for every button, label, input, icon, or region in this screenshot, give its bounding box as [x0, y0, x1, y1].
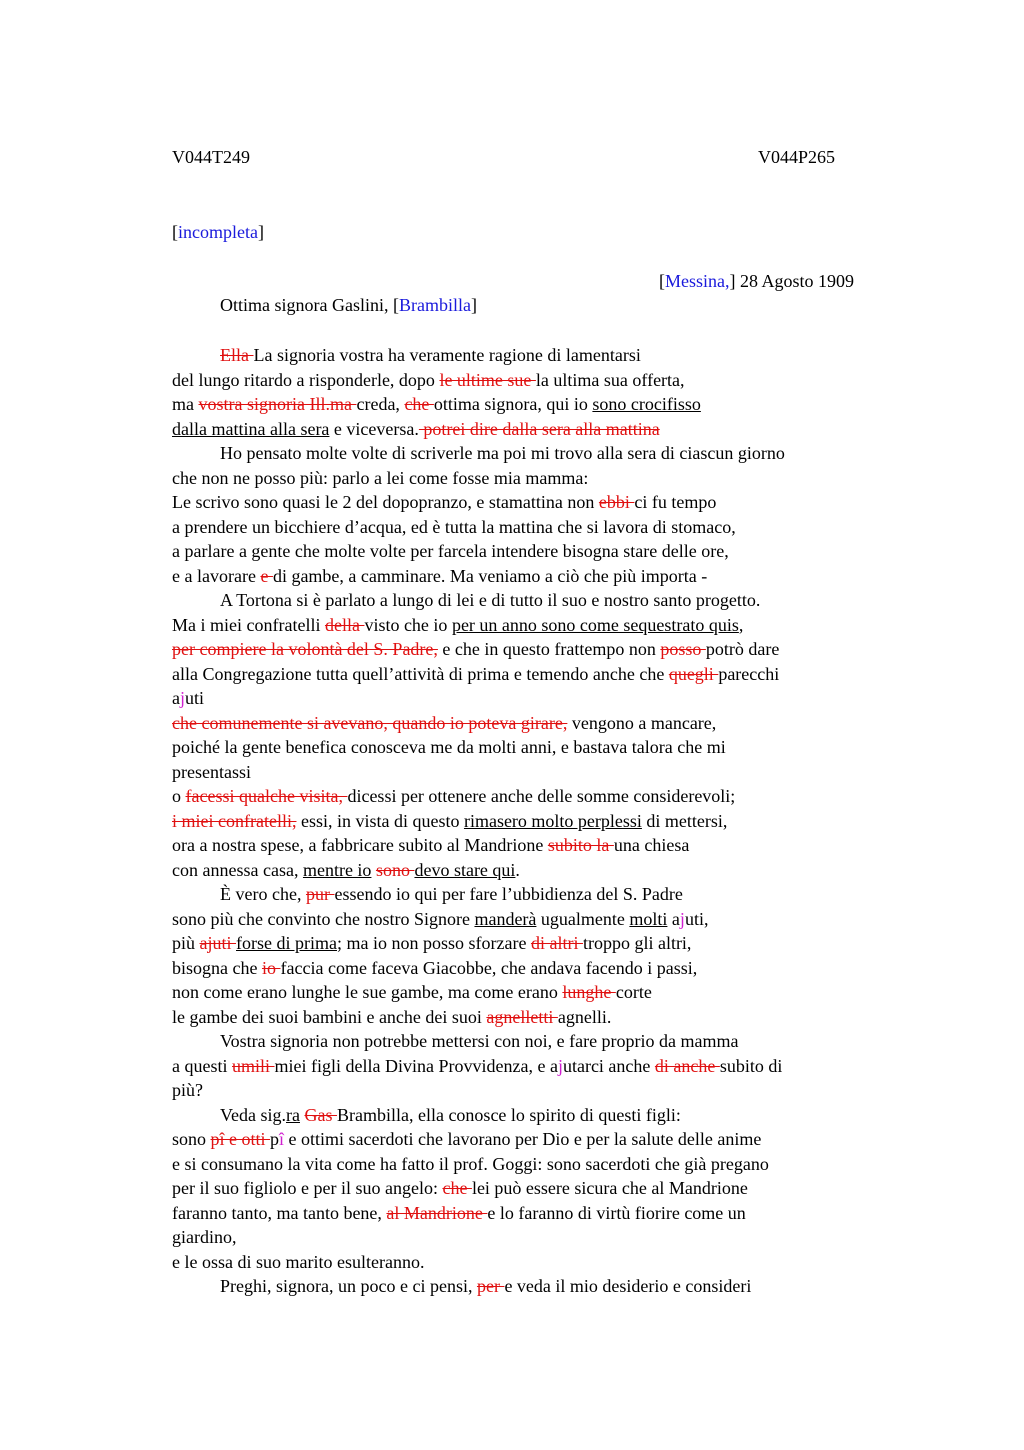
text-line: Ella La signoria vostra ha veramente ragione di lamentarsi	[220, 345, 641, 365]
text-line: a parlare a gente che molte volte per farcela intendere bisogna stare delle ore,	[172, 541, 729, 561]
page-code: V044P265	[758, 147, 836, 167]
text-line: poiché la gente benefica conosceva me da molti anni, e bastava talora che mi	[172, 737, 726, 757]
text-line: dalla mattina alla sera e viceversa. potrei dire dalla sera alla mattina	[172, 418, 660, 439]
deletion: e	[260, 565, 273, 586]
editorial-correction: j	[557, 1055, 563, 1076]
text-line: sono più che convinto che nostro Signore manderà ugualmente molti ajuti,	[172, 908, 709, 929]
editorial-correction: j	[679, 908, 685, 929]
deletion: sono	[375, 859, 415, 880]
deletion: ajuti	[199, 933, 237, 953]
underlined-text: per un anno sono come sequestrato quis	[451, 614, 739, 635]
deletion: per compiere la volontà del S. Padre,	[172, 639, 438, 659]
deletion: vostra signoria Ill.ma	[198, 394, 357, 414]
deletion: che	[404, 394, 434, 414]
text-line: sono pî e otti pî e ottimi sacerdoti che lavorano per Dio e per la salute delle anime	[172, 1129, 762, 1149]
text-line: faranno tanto, ma tanto bene, al Mandrione e lo faranno di virtù fiorire come un	[172, 1202, 746, 1223]
deletion: quegli	[668, 663, 719, 684]
deletion: della	[324, 614, 365, 635]
underlined-text: devo stare qui	[414, 859, 516, 880]
deletion: ebbi	[598, 492, 635, 512]
text-line: del lungo ritardo a risponderle, dopo le ultime sue la ultima sua offerta,	[172, 369, 685, 390]
deletion: Ella	[220, 345, 254, 365]
text-line: e a lavorare e di gambe, a camminare. Ma veniamo a ciò che più importa -	[172, 565, 708, 586]
deletion: che comunemente si avevano, quando io poteva girare,	[172, 712, 568, 733]
deletion: le ultime sue	[439, 369, 536, 390]
text-line: ma vostra signoria Ill.ma creda, che ottima signora, qui io sono crocifisso	[172, 394, 701, 414]
deletion: lunghe	[562, 982, 616, 1002]
text-line: più ajuti forse di prima; ma io non posso sforzare di altri troppo gli altri,	[172, 933, 692, 953]
text-line: presentassi	[172, 761, 251, 782]
text-line: o facessi qualche visita, dicessi per ottenere anche delle somme considerevoli;	[172, 786, 736, 806]
underlined-text: mentre io	[302, 859, 372, 880]
dateline: [Messina,] 28 Agosto 1909	[659, 271, 855, 291]
underlined-text: sono crocifisso	[592, 394, 701, 414]
underlined-text: forse di prima	[236, 933, 337, 953]
editorial-note: incompleta	[178, 222, 258, 242]
text-line: Vostra signoria non potrebbe mettersi con noi, e fare proprio da mamma	[220, 1031, 739, 1051]
deletion: potrei dire dalla sera alla mattina	[418, 418, 660, 439]
text-line: a questi umili miei figli della Divina Provvidenza, e ajutarci anche di anche subito di	[172, 1055, 783, 1076]
text-line: per il suo figliolo e per il suo angelo: che lei può essere sicura che al Mandrione	[172, 1178, 748, 1198]
text-line: ora a nostra spese, a fabbricare subito al Mandrione subito la una chiesa	[172, 835, 690, 855]
deletion: Gas	[304, 1104, 337, 1125]
text-line: Le scrivo sono quasi le 2 del dopopranzo, e stamattina non ebbi ci fu tempo	[172, 492, 717, 512]
text-line: e le ossa di suo marito esulteranno.	[172, 1251, 425, 1272]
text-line: A Tortona si è parlato a lungo di lei e di tutto il suo e nostro santo progetto.	[220, 590, 761, 610]
letter-body	[172, 343, 892, 1299]
text-line: che non ne posso più: parlo a lei come fosse mia mamma:	[172, 467, 589, 488]
text-line: bisogna che io faccia come faceva Giacobbe, che andava facendo i passi,	[172, 957, 698, 978]
salutation: Ottima signora Gaslini, [Brambilla]	[220, 295, 477, 315]
deletion: subito la	[547, 835, 614, 855]
deletion: di anche	[654, 1055, 720, 1076]
text-line: con annessa casa, mentre io sono devo stare qui.	[172, 859, 520, 880]
underlined-text: dalla mattina alla sera	[172, 418, 330, 439]
text-line: alla Congregazione tutta quell’attività di prima e temendo anche che quegli parecchi	[172, 663, 780, 684]
text-line: Ho pensato molte volte di scriverle ma poi mi trovo alla sera di ciascun giorno	[220, 443, 785, 463]
deletion: posso	[660, 639, 706, 659]
text-line: Ma i miei confratelli della visto che io per un anno sono come sequestrato quis,	[172, 614, 744, 635]
deletion: i miei confratelli,	[172, 810, 297, 831]
text-line: a prendere un bicchiere d’acqua, ed è tutta la mattina che si lavora di stomaco,	[172, 516, 736, 537]
text-line: più?	[172, 1080, 203, 1100]
deletion: umili	[232, 1055, 275, 1076]
text-line: e si consumano la vita come ha fatto il prof. Goggi: sono sacerdoti che già pregano	[172, 1153, 769, 1174]
underlined-text: rimasero molto perplessi	[463, 810, 642, 831]
text-line: per compiere la volontà del S. Padre, e che in questo frattempo non posso potrò dare	[172, 639, 780, 659]
recipient-name: Brambilla	[398, 295, 471, 315]
deletion: di altri	[530, 933, 583, 953]
document-code: V044T249	[172, 147, 250, 167]
text-line: che comunemente si avevano, quando io poteva girare, vengono a mancare,	[172, 712, 717, 733]
text-line: le gambe dei suoi bambini e anche dei suoi agnelletti agnelli.	[172, 1006, 612, 1027]
text-line: ajuti	[172, 688, 205, 708]
deletion: pî e otti	[210, 1129, 271, 1149]
underlined-text: molti	[629, 908, 668, 929]
underlined-text: ra	[286, 1104, 300, 1125]
text-line: Veda sig.ra Gas Brambilla, ella conosce lo spirito di questi figli:	[220, 1104, 681, 1125]
underlined-text: manderà	[474, 908, 537, 929]
deletion: io	[261, 957, 281, 978]
text-line: È vero che, pur essendo io qui per fare l’ubbidienza del S. Padre	[220, 884, 683, 904]
text-line: i miei confratelli, essi, in vista di questo rimasero molto perplessi di mettersi,	[172, 810, 728, 831]
text-line: non come erano lunghe le sue gambe, ma come erano lunghe corte	[172, 982, 652, 1002]
editorial-correction: j	[180, 688, 186, 708]
place-name: Messina,	[665, 271, 730, 291]
deletion: agnelletti	[486, 1006, 558, 1027]
incomplete-note: [incompleta]	[172, 222, 264, 242]
text-line: giardino,	[172, 1227, 237, 1247]
deletion: per	[476, 1276, 505, 1296]
deletion: pur	[305, 884, 335, 904]
editorial-correction: î	[279, 1129, 285, 1149]
deletion: che	[442, 1178, 472, 1198]
text-line: Preghi, signora, un poco e ci pensi, per e veda il mio desiderio e consideri	[220, 1276, 752, 1296]
deletion: facessi qualche visita,	[185, 786, 348, 806]
deletion: al Mandrione	[386, 1202, 488, 1223]
